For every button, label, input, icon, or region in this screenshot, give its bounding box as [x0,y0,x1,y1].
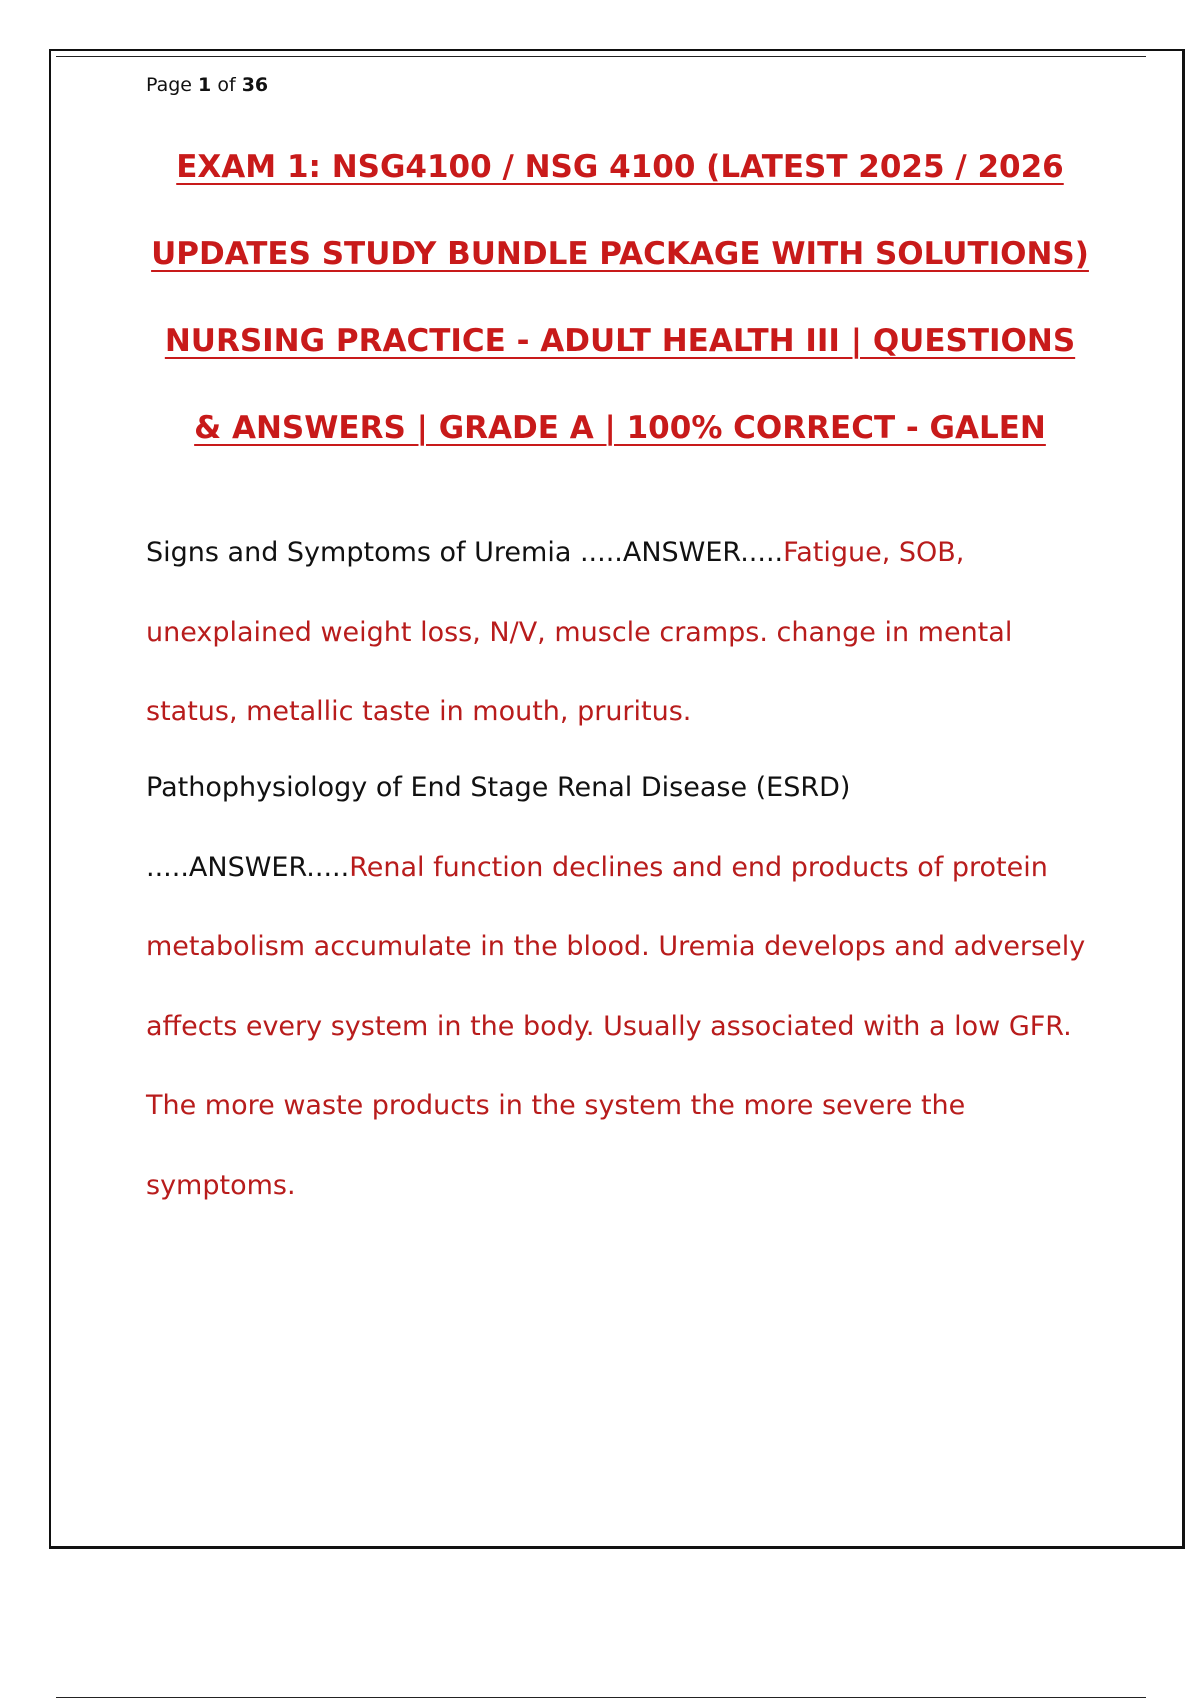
question-text: Signs and Symptoms of Uremia [146,537,580,568]
answer-text: Renal function declines and end products of protein metabolism accumulate in the blood. Uremia develops and adversely affects every system in the body. Usually associated with a low GFR. The more waste products in the system the more severe the symptoms. [146,851,1086,1201]
question-text: Pathophysiology of End Stage Renal Disease (ESRD) [146,772,851,803]
title-line-2: UPDATES STUDY BUNDLE PACKAGE WITH SOLUTIONS) [151,236,1089,272]
title-line-4: & ANSWERS | GRADE A | 100% CORRECT - GALEN [194,410,1046,446]
answer-marker: .....ANSWER..... [146,851,350,883]
qa-item-uremia [146,513,1096,752]
page-number-prefix: Page [146,74,192,96]
top-rule [56,56,1146,57]
page-number [146,74,268,96]
bottom-rule [56,1697,1146,1698]
page-number-separator: of [217,74,236,96]
page-number-current: 1 [198,74,212,96]
page-number-total: 36 [241,74,269,96]
title-line-3: NURSING PRACTICE - ADULT HEALTH III | QUESTIONS [164,323,1076,359]
qa-item-esrd [146,748,1096,1225]
document-title [140,140,1100,488]
title-line-1: EXAM 1: NSG4100 / NSG 4100 (LATEST 2025 / 2026 [176,149,1064,185]
answer-marker: .....ANSWER..... [579,537,784,568]
answer-text: Fatigue, SOB, unexplained weight loss, N/V, muscle cramps. change in mental status, metallic taste in mouth, pruritus. [146,537,1013,727]
